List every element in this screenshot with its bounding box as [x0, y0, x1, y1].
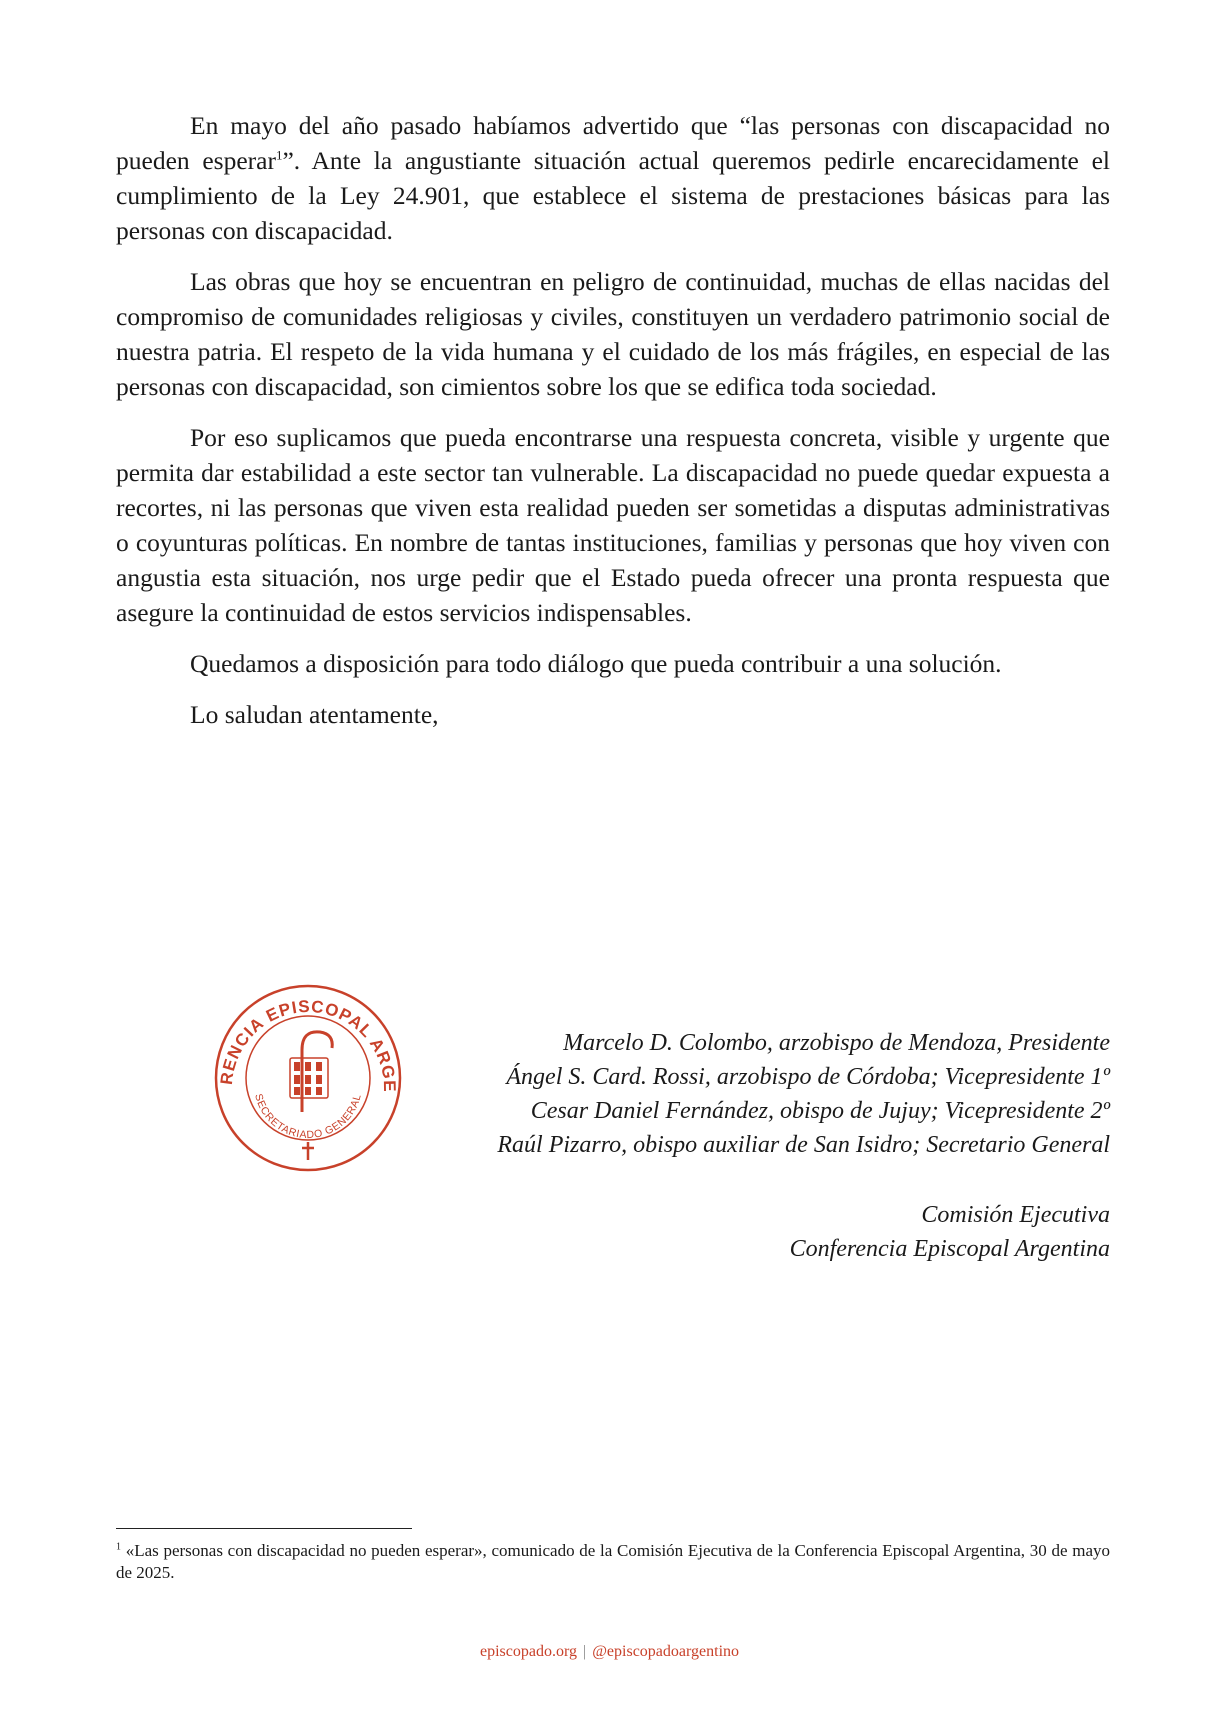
signature-vicepresident-2: Cesar Daniel Fernández, obispo de Jujuy; Vicepresidente 2º [530, 1098, 1110, 1124]
seal-inner-text: SECRETARIADO GENERAL [252, 1092, 364, 1142]
footer-website-link[interactable]: episcopado.org [479, 1643, 577, 1660]
signature-president: Marcelo D. Colombo, arzobispo de Mendoza, Presidente [563, 1030, 1110, 1056]
footnote-number: 1 [116, 1541, 121, 1553]
paragraph-2: Las obras que hoy se encuentran en peligro de continuidad, muchas de ellas nacidas del compromiso de comunidades religiosas y civiles, constituyen un verdadero patrimonio social de nuestra patria. El respeto de la vida humana y el cuidado de los más frágiles, en especial de las personas con discapacidad, son cimientos sobre los que se edifica toda sociedad. [116, 267, 1110, 401]
footnote-text: «Las personas con discapacidad no pueden esperar», comunicado de la Comisión Ejecutiva de la Conferencia Episcopal Argentina, 30 de mayo de 2025. [116, 1541, 1111, 1582]
paragraph-1 [116, 108, 1110, 248]
paragraph-1-text-after: ”. Ante la angustiante situación actual queremos pedirle encarecidamente el cumplimiento de la Ley 24.901, que establece el sistema de prestaciones básicas para las personas con discapacidad. [116, 146, 1110, 245]
footnote-reference[interactable]: 1 [275, 147, 283, 163]
signature-secretary-general: Raúl Pizarro, obispo auxiliar de San Isidro; Secretario General [497, 1132, 1110, 1158]
footer-separator: | [582, 1643, 587, 1660]
commission-block [390, 1198, 1110, 1266]
signature-vicepresident-1: Ángel S. Card. Rossi, arzobispo de Córdoba; Vicepresidente 1º [506, 1064, 1110, 1090]
commission-name: Comisión Ejecutiva [921, 1202, 1110, 1228]
episcopal-seal-stamp [210, 980, 406, 1176]
conference-name: Conferencia Episcopal Argentina [789, 1236, 1110, 1262]
paragraph-1-text-before: En mayo del año pasado habíamos advertido que “las personas con discapacidad no pueden esperar [116, 111, 1110, 175]
footnote-divider [116, 1528, 412, 1529]
paragraph-3: Por eso suplicamos que pueda encontrarse una respuesta concreta, visible y urgente que permita dar estabilidad a este sector tan vulnerable. La discapacidad no puede quedar expuesta a recortes, ni las personas que viven esta realidad pueden ser sometidas a disputas administrativas o coyunturas políticas. En nombre de tantas instituciones, familias y personas que hoy viven con angustia esta situación, nos urge pedir que el Estado pueda ofrecer una pronta respuesta que asegure la continuidad de estos servicios indispensables. [116, 423, 1110, 627]
paragraph-4: Quedamos a disposición para todo diálogo que pueda contribuir a una solución. [190, 649, 1002, 678]
signature-block [390, 1026, 1110, 1162]
footer-social-handle-link[interactable]: @episcopadoargentino [592, 1643, 740, 1660]
page-footer [0, 1643, 1219, 1661]
svg-text:SECRETARIADO GENERAL [252, 1093, 364, 1142]
closing-salutation: Lo saludan atentamente, [190, 700, 439, 729]
seal-outer-text: RENCIA EPISCOPAL ARGE [216, 996, 400, 1093]
seal-icon [210, 980, 406, 1176]
letter-body [116, 108, 1110, 748]
footnote [116, 1540, 1110, 1584]
